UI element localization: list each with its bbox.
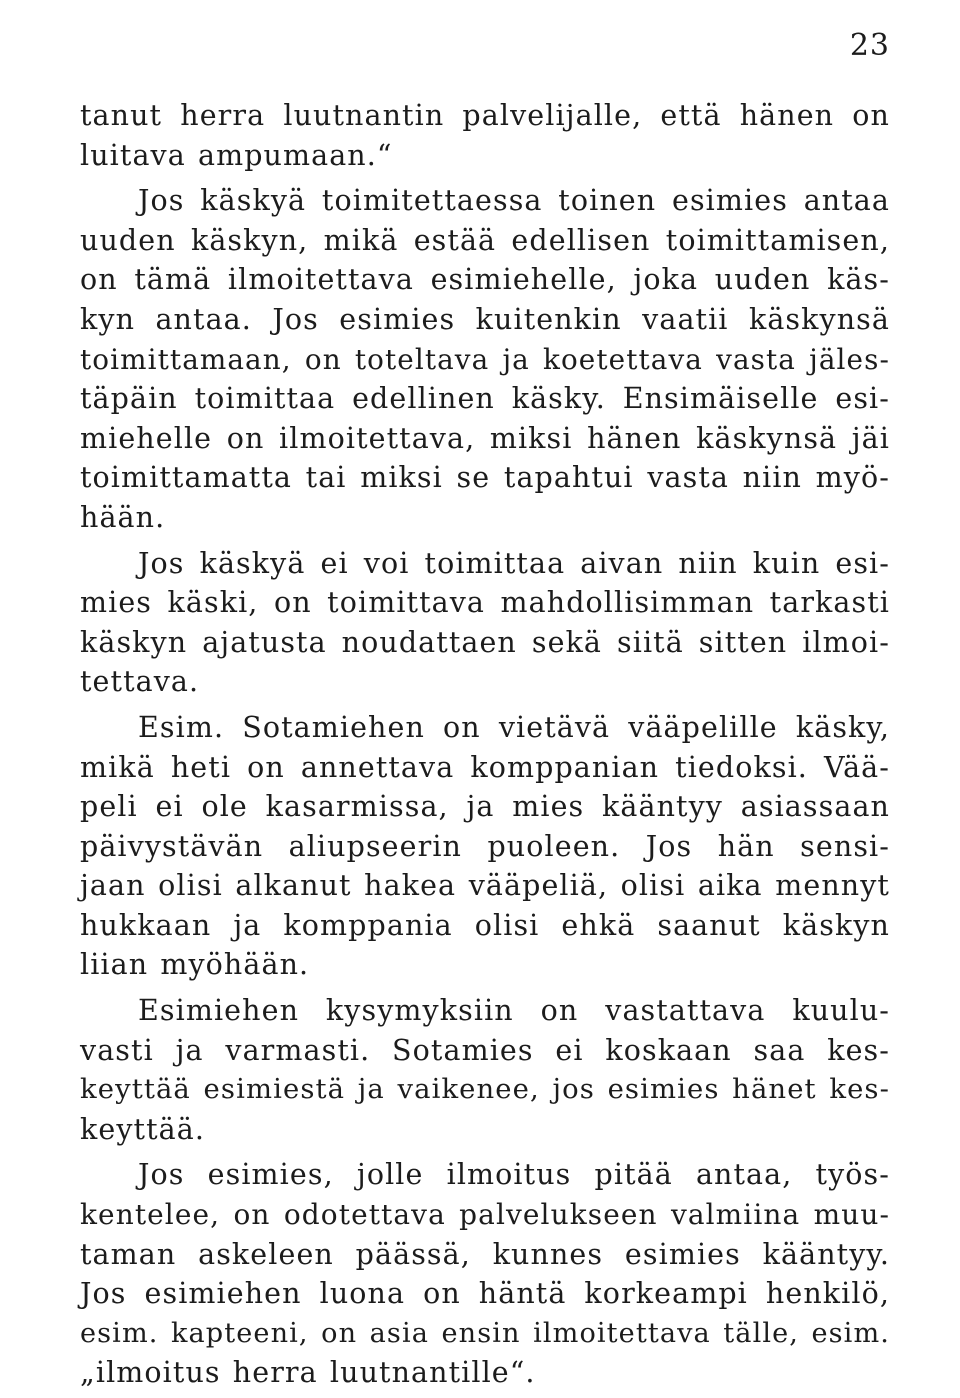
paragraph [80,708,890,985]
text-line: miehelle on ilmoitettava, miksi hänen käskynsä jäi [80,421,890,455]
text-line: mies käski, on toimittava mahdollisimman tarkasti [80,586,890,620]
paragraph [80,1155,890,1393]
text-line: on tämä ilmoitettava esimiehelle, joka uuden käs- [80,263,890,297]
text-line: uuden käskyn, mikä estää edellisen toimittamisen, [80,223,890,257]
text-line: liian myöhään. [80,948,310,982]
text-line: Jos käskyä toimitettaessa toinen esimies antaa [138,184,890,218]
body-text [80,96,890,1393]
text-line: toimittamatta tai miksi se tapahtui vasta niin myö- [80,461,890,495]
text-line: luitava ampumaan.“ [80,138,393,172]
text-line: keyttää. [80,1112,205,1146]
text-line: tettava. [80,665,200,699]
text-line: käskyn ajatusta noudattaen sekä siitä sitten ilmoi- [80,625,890,659]
text-line: Esimiehen kysymyksiin on vastattava kuulu- [138,994,890,1028]
text-line: Jos esimiehen luona on häntä korkeampi henkilö, [80,1277,890,1311]
text-line: täpäin toimittaa edellinen käsky. Ensimäiselle esi- [80,382,890,416]
text-line: keyttää esimiestä ja vaikenee, jos esimies hänet kes- [80,1074,890,1106]
text-line: peli ei ole kasarmissa, ja mies kääntyy asiassaan [80,790,890,824]
text-line: tanut herra luutnantin palvelijalle, että hänen on [80,99,890,132]
text-line: Jos käskyä ei voi toimittaa aivan niin kuin esi- [138,546,890,580]
paragraph [80,181,890,537]
text-line: päivystävän aliupseerin puoleen. Jos hän sensi- [80,829,890,863]
text-line: esim. kapteeni, on asia ensin ilmoitettava tälle, esim. [80,1317,890,1349]
text-line: taman askeleen päässä, kunnes esimies kääntyy. [80,1237,890,1271]
text-line: kentelee, on odotettava palvelukseen valmiina muu- [80,1198,890,1232]
text-line: kyn antaa. Jos esimies kuitenkin vaatii käskynsä [80,302,890,336]
text-line: Jos esimies, jolle ilmoitus pitää antaa, työs- [138,1158,890,1192]
text-line: „ilmoitus herra luutnantille“. [80,1356,536,1390]
text-line: hukkaan ja komppania olisi ehkä saanut käskyn [80,908,890,942]
text-line: toimittamaan, on toteltava ja koetettava vasta jäles- [80,342,890,376]
paragraph [80,544,890,702]
paragraph [80,991,890,1149]
text-line: mikä heti on annettava komppanian tiedoksi. Vää- [80,750,890,784]
text-line: jaan olisi alkanut hakea vääpeliä, olisi aika mennyt [80,869,890,903]
page-number: 23 [849,28,890,63]
text-line: Esim. Sotamiehen on vietävä vääpelille käsky, [138,710,890,744]
text-line: vasti ja varmasti. Sotamies ei koskaan saa kes- [80,1033,890,1067]
paragraph [80,96,890,175]
text-line: hään. [80,500,166,534]
